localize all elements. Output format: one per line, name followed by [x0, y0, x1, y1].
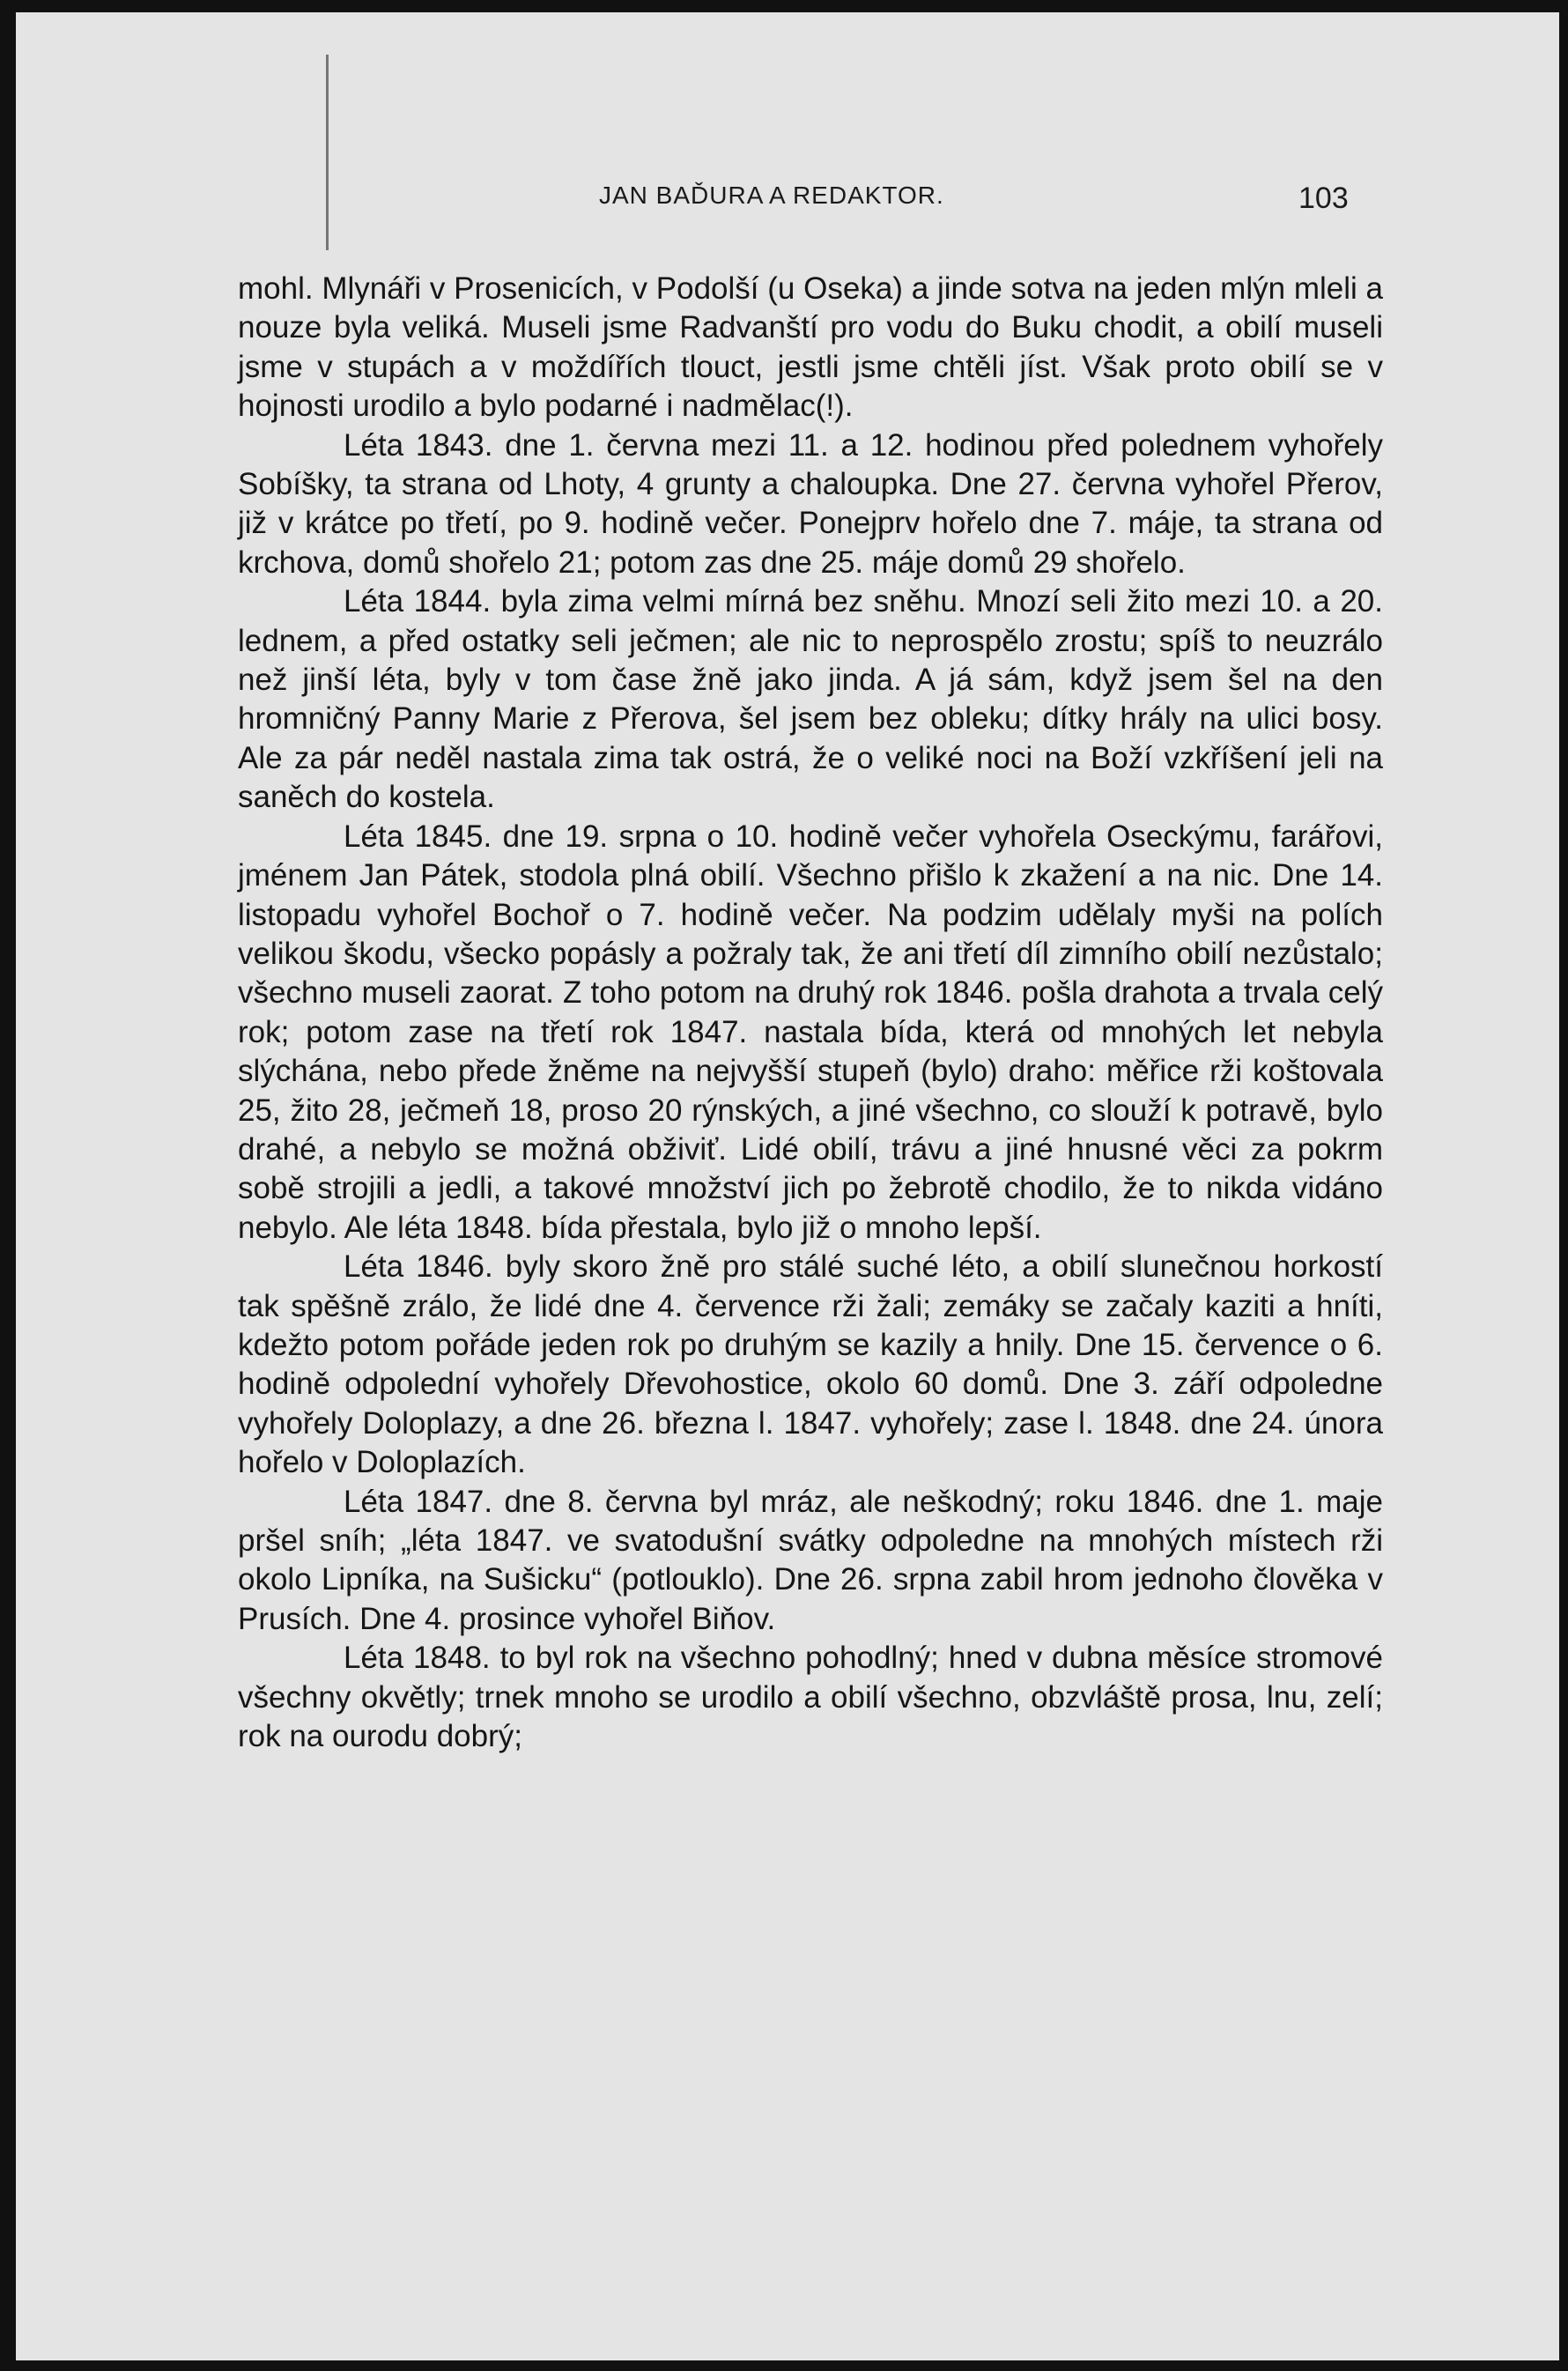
paragraph: Léta 1844. byla zima velmi mírná bez sněhu. Mnozí seli žito mezi 10. a 20. lednem, a před ostatky seli ječmen; ale nic to neprospělo zrostu; spíš to neuzrálo než jinší léta, byly v tom čase žně jako jinda. A já sám, když jsem šel na den hromničný Panny Marie z Přerova, šel jsem bez obleku; dítky hrály na ulici bosy. Ale za pár neděl nastala zima tak ostrá, že o veliké noci na Boží vzkříšení jeli na saněch do kostela.: [238, 584, 1383, 815]
paragraph: mohl. Mlynáři v Prosenicích, v Podolší (u Oseka) a jinde sotva na jeden mlýn mleli a nouze byla veliká. Museli jsme Radvanští pro vodu do Buku chodit, a obilí museli jsme v stupách a v moždířích tlouct, jestli jsme chtěli jíst. Však proto obilí se v hojnosti urodilo a bylo podarné i nadmělac(!).: [238, 271, 1383, 424]
running-head-title: JAN BAĎURA A REDAKTOR.: [599, 182, 944, 209]
body-text: [238, 270, 1383, 1756]
book-page: [16, 12, 1559, 2360]
running-head: [16, 171, 1559, 224]
paragraph: Léta 1848. to byl rok na všechno pohodlný; hned v dubna měsíce stromové všechny okvětly; trnek mnoho se urodilo a obilí všechno, obzvláště prosa, lnu, zelí; rok na ourodu dobrý;: [238, 1641, 1383, 1754]
paragraph: Léta 1847. dne 8. června byl mráz, ale neškodný; roku 1846. dne 1. maje pršel sníh; „léta 1847. ve svatodušní svátky odpoledne na mnohých místech rži okolo Lipníka, na Sušicku“ (potlouklo). Dne 26. srpna zabil hrom jednoho člověka v Prusích. Dne 4. prosince vyhořel Biňov.: [238, 1484, 1383, 1636]
paragraph: Léta 1845. dne 19. srpna o 10. hodině večer vyhořela Oseckýmu, farářovi, jménem Jan Pátek, stodola plná obilí. Všechno přišlo k zkažení a na nic. Dne 14. listopadu vyhořel Bochoř o 7. hodině večer. Na podzim udělaly myši na polích velikou škodu, všecko popásly a požraly tak, že ani třetí díl zimního obilí nezůstalo; všechno museli zaorat. Z toho potom na druhý rok 1846. pošla drahota a trvala celý rok; potom zase na třetí rok 1847. nastala bída, která od mnohých let nebyla slýchána, nebo přede žněme na nejvyšší stupeň (bylo) draho: měřice rži koštovala 25, žito 28, ječmeň 18, proso 20 rýnských, a jiné všechno, co slouží k potravě, bylo drahé, a nebylo se možná obživiť. Lidé obilí, trávu a jiné hnusné věci za pokrm sobě strojili a jedli, a takové množství jich po žebrotě chodilo, že to nikda vidáno nebylo. Ale léta 1848. bída přestala, bylo již o mnoho lepší.: [238, 819, 1383, 1245]
paragraph: Léta 1846. byly skoro žně pro stálé suché léto, a obilí slunečnou horkostí tak spěšně zrálo, že lidé dne 4. července rži žali; zemáky se začaly kaziti a hníti, kdežto potom pořáde jeden rok po druhým se kazily a hnily. Dne 15. července o 6. hodině odpolední vyhořely Dřevohostice, okolo 60 domů. Dne 3. září odpoledne vyhořely Doloplazy, a dne 26. března l. 1847. vyhořely; zase l. 1848. dne 24. února hořelo v Doloplazích.: [238, 1249, 1383, 1480]
paragraph: Léta 1843. dne 1. června mezi 11. a 12. hodinou před polednem vyhořely Sobíšky, ta strana od Lhoty, 4 grunty a chaloupka. Dne 27. června vyhořel Přerov, již v krátce po třetí, po 9. hodině večer. Ponejprv hořelo dne 7. máje, ta strana od krchova, domů shořelo 21; potom zas dne 25. máje domů 29 shořelo.: [238, 427, 1383, 580]
page-number: 103: [1298, 182, 1349, 215]
